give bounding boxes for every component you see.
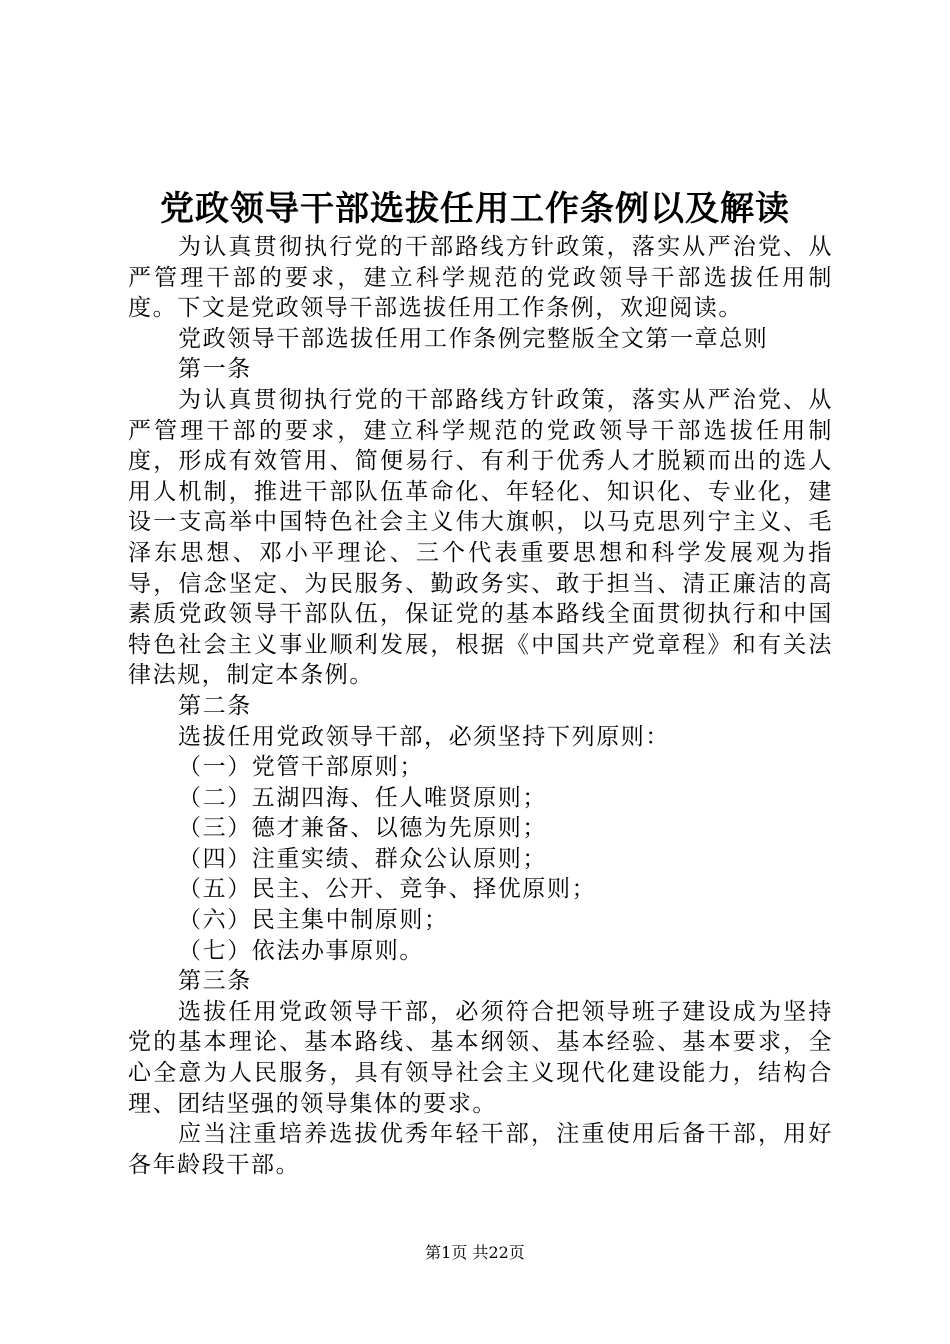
principle-item: （三）德才兼备、以德为先原则； bbox=[178, 815, 547, 842]
article-heading: 第二条 bbox=[178, 692, 252, 719]
principle-item: （四）注重实绩、群众公认原则； bbox=[178, 845, 547, 872]
paragraph: 为认真贯彻执行党的干部路线方针政策，落实从严治党、从严管理干部的要求，建立科学规范的党政领导干部选拔任用制度。下文是党政领导干部选拔任用工作条例，欢迎阅读。 bbox=[128, 234, 833, 322]
principle-item: （五）民主、公开、竞争、择优原则； bbox=[178, 876, 597, 903]
document-title: 党政领导干部选拔任用工作条例以及解读 bbox=[160, 189, 790, 229]
article-heading: 第三条 bbox=[178, 968, 252, 995]
paragraph: 选拔任用党政领导干部，必须坚持下列原则： bbox=[178, 723, 670, 750]
paragraph: 为认真贯彻执行党的干部路线方针政策，落实从严治党、从严管理干部的要求，建立科学规范的党政领导干部选拔任用制度，形成有效管用、简便易行、有利于优秀人才脱颖而出的选人用人机制，推进干部队伍革命化、年轻化、知识化、专业化，建设一支高举中国特色社会主义伟大旗帜，以马克思列宁主义、毛泽东思想、邓小平理论、三个代表重要思想和科学发展观为指导，信念坚定、为民服务、勤政务实、敢于担当、清正廉洁的高素质党政领导干部队伍，保证党的基本路线全面贯彻执行和中国特色社会主义事业顺利发展，根据《中国共产党章程》和有关法律法规，制定本条例。 bbox=[128, 386, 833, 689]
paragraph: 选拔任用党政领导干部，必须符合把领导班子建设成为坚持党的基本理论、基本路线、基本纲领、基本经验、基本要求，全心全意为人民服务，具有领导社会主义现代化建设能力，结构合理、团结坚强的领导集体的要求。 bbox=[128, 998, 833, 1117]
page-footer: 第1页 共22页 bbox=[425, 1243, 525, 1262]
article-heading: 第一条 bbox=[178, 356, 252, 383]
paragraph: 应当注重培养选拔优秀年轻干部，注重使用后备干部，用好各年龄段干部。 bbox=[128, 1121, 833, 1178]
principle-item: （二）五湖四海、任人唯贤原则； bbox=[178, 784, 547, 811]
principle-item: （一）党管干部原则； bbox=[178, 754, 424, 781]
principle-item: （七）依法办事原则。 bbox=[178, 937, 424, 964]
principle-item: （六）民主集中制原则； bbox=[178, 907, 449, 934]
chapter-heading: 党政领导干部选拔任用工作条例完整版全文第一章总则 bbox=[178, 325, 769, 352]
document-body bbox=[128, 232, 833, 1180]
